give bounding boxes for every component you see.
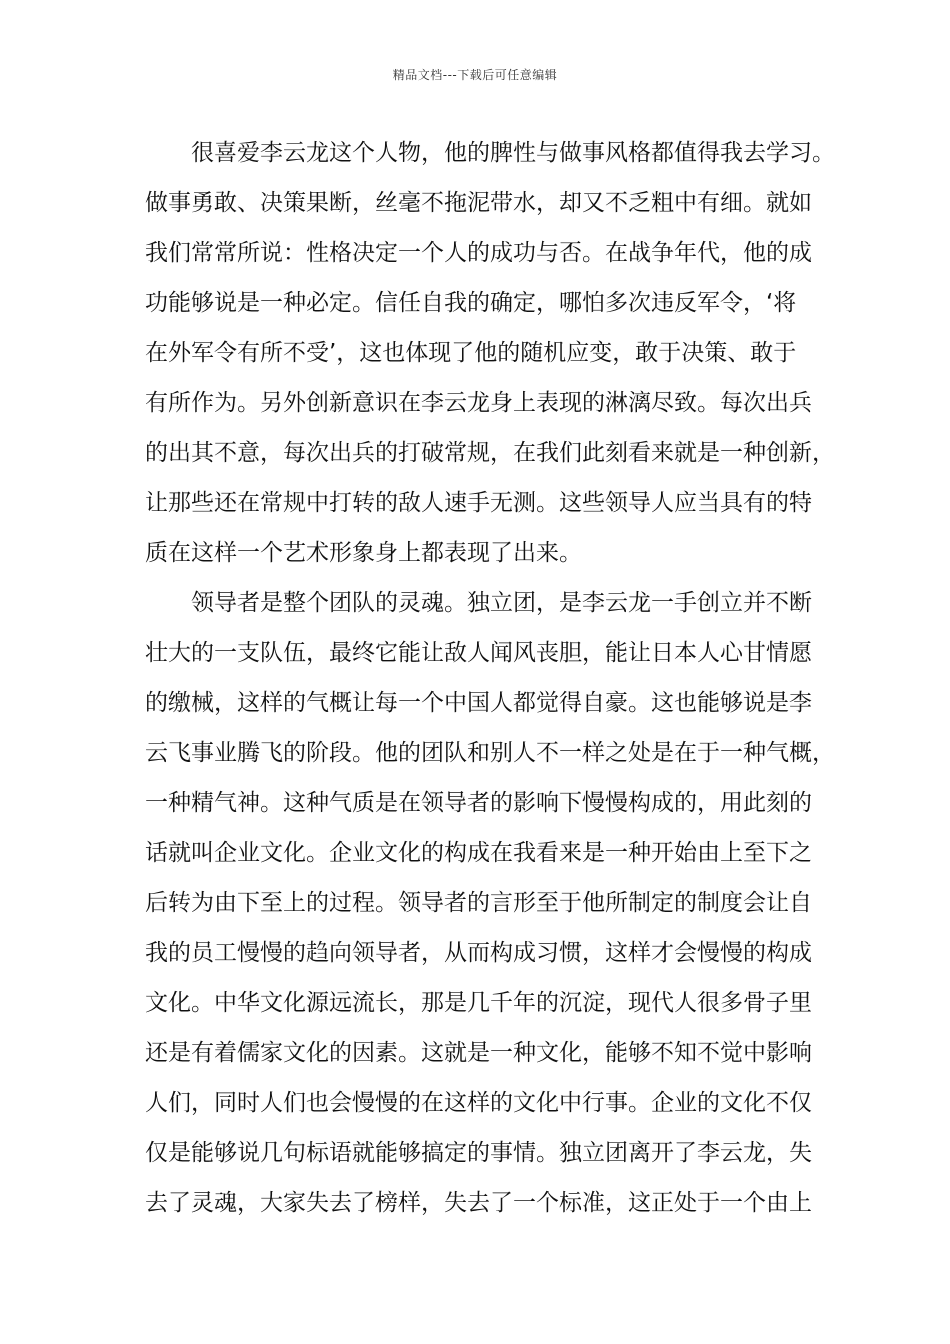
text-line: 有所作为。另外创新意识在李云龙身上表现的淋漓尽致。每次出兵: [145, 390, 812, 416]
text-line: 在外军令有所不受’，这也体现了他的随机应变，敢于决策、敢于: [145, 340, 797, 366]
paragraph-1: [145, 128, 835, 578]
text-line: 人们，同时人们也会慢慢的在这样的文化中行事。企业的文化不仅: [145, 1090, 812, 1116]
text-line: 很喜爱李云龙这个人物，他的脾性与做事风格都值得我去学习。: [191, 140, 835, 166]
text-line: 云飞事业腾飞的阶段。他的团队和别人不一样之处是在于一种气概，: [145, 740, 835, 766]
paragraph-2: [145, 578, 835, 1228]
text-line: 领导者是整个团队的灵魂。独立团，是李云龙一手创立并不断: [191, 590, 812, 616]
text-line: 功能够说是一种必定。信任自我的确定，哪怕多次违反军令，‘将: [145, 290, 797, 316]
text-line: 文化。中华文化源远流长，那是几千年的沉淀，现代人很多骨子里: [145, 990, 812, 1016]
text-line: 壮大的一支队伍，最终它能让敌人闻风丧胆，能让日本人心甘情愿: [145, 640, 812, 666]
text-line: 后转为由下至上的过程。领导者的言形至于他所制定的制度会让自: [145, 890, 812, 916]
text-line: 去了灵魂，大家失去了榜样，失去了一个标准，这正处于一个由上: [145, 1190, 812, 1216]
text-line: 让那些还在常规中打转的敌人速手无测。这些领导人应当具有的特: [145, 490, 812, 516]
text-line: 质在这样一个艺术形象身上都表现了出来。: [145, 540, 582, 566]
text-line: 话就叫企业文化。企业文化的构成在我看来是一种开始由上至下之: [145, 840, 812, 866]
text-line: 做事勇敢、决策果断，丝毫不拖泥带水，却又不乏粗中有细。就如: [145, 190, 812, 216]
page-header: 精品文档---下载后可任意编辑: [392, 68, 558, 82]
text-line: 的缴械，这样的气概让每一个中国人都觉得自豪。这也能够说是李: [145, 690, 812, 716]
text-line: 我们常常所说：性格决定一个人的成功与否。在战争年代，他的成: [145, 240, 812, 266]
text-line: 的出其不意，每次出兵的打破常规，在我们此刻看来就是一种创新，: [145, 440, 835, 466]
text-line: 仅是能够说几句标语就能够搞定的事情。独立团离开了李云龙，失: [145, 1140, 812, 1166]
text-line: 还是有着儒家文化的因素。这就是一种文化，能够不知不觉中影响: [145, 1040, 812, 1066]
document-body: [145, 128, 835, 1228]
text-line: 一种精气神。这种气质是在领导者的影响下慢慢构成的，用此刻的: [145, 790, 812, 816]
text-line: 我的员工慢慢的趋向领导者，从而构成习惯，这样才会慢慢的构成: [145, 940, 812, 966]
